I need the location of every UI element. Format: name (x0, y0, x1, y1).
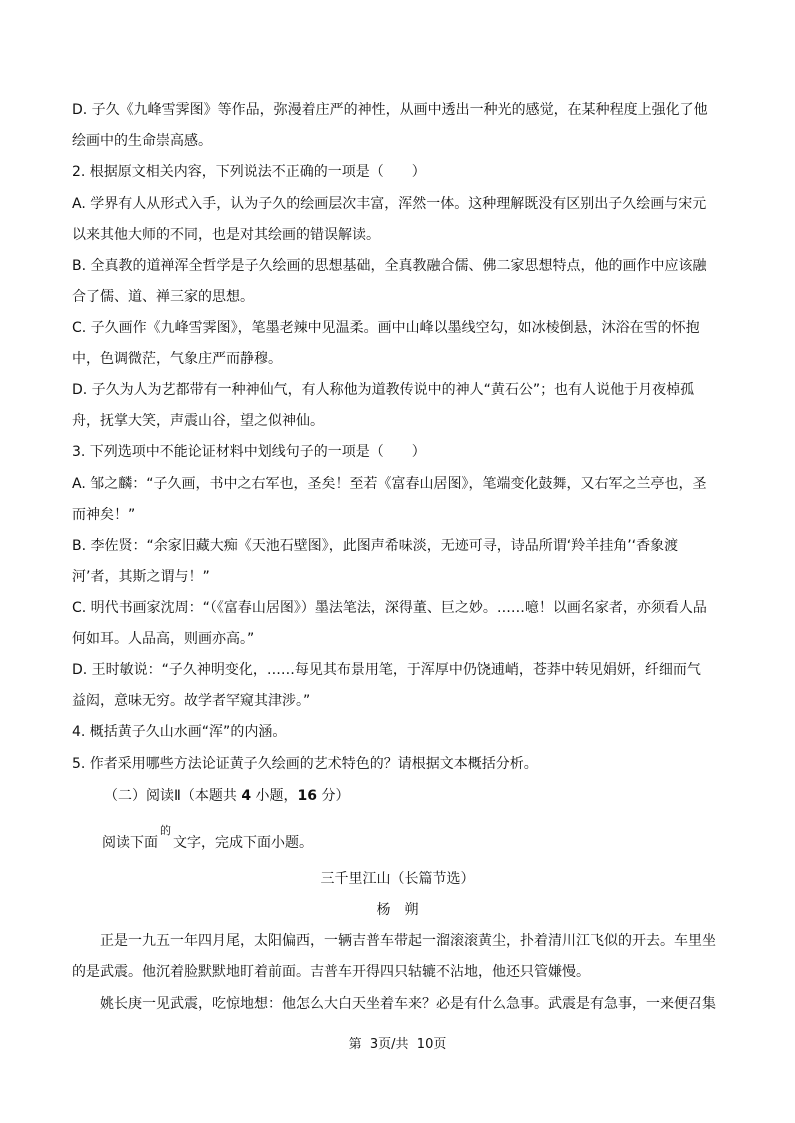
instruction-after: 文字，完成下面小题。 (173, 835, 313, 851)
story-paragraph-1-line-1: 正是一九五一年四月尾，太阳偏西，一辆吉普车带起一溜滚滚黄尘，扑着清川江飞似的开去。车里坐 (72, 933, 716, 949)
section-question-count: 4 (241, 788, 252, 804)
option-d-line-2: 绘画中的生命崇高感。 (72, 133, 212, 149)
q3-option-d-line-1: D. 王时敏说：“子久神明变化，……每见其布景用笔，于浑厚中仍饶逋峭，苍莽中转见娟妍，纤细而气 (72, 662, 701, 678)
instruction-small-char: 的 (160, 824, 171, 837)
reading-instruction (102, 824, 313, 853)
section-score: 16 (297, 788, 318, 804)
q2-option-d-line-1: D. 子久为人为艺都带有一种神仙气，有人称他为道教传说中的神人“黄石公”；也有人说他于月夜棹孤 (72, 382, 695, 398)
question-3-stem: 3. 下列选项中不能论证材料中划线句子的一项是（ ） (72, 444, 426, 460)
question-2-stem: 2. 根据原文相关内容，下列说法不正确的一项是（ ） (72, 164, 426, 180)
q2-option-c-line-2: 中，色调微茫，气象庄严而静穆。 (72, 351, 282, 367)
q2-option-a-line-1: A. 学界有人从形式入手，认为子久的绘画层次丰富，浑然一体。这种理解既没有区别出子久绘画与宋元 (72, 196, 707, 212)
section-heading (104, 787, 349, 805)
q2-option-d-line-2: 舟，抚掌大笑，声震山谷，望之似神仙。 (72, 413, 324, 429)
q3-option-b-line-2: 河’者，其斯之谓与！” (72, 569, 210, 585)
q3-option-c-line-2: 何如耳。人品高，则画亦高。” (72, 631, 255, 647)
section-heading-part2: 小题， (251, 788, 298, 804)
question-4: 4. 概括黄子久山水画“浑”的内涵。 (72, 724, 287, 740)
q2-option-a-line-2: 以来其他大师的不同，也是对其绘画的错误解读。 (72, 227, 380, 243)
story-author: 杨 朔 (376, 902, 419, 918)
story-paragraph-2-line-1: 姚长庚一见武震，吃惊地想：他怎么大白天坐着车来？必是有什么急事。武震是有急事，一来便召集 (72, 996, 716, 1012)
section-heading-part1: （二）阅读Ⅱ（本题共 (104, 788, 242, 804)
option-d-line-1: D. 子久《九峰雪霁图》等作品，弥漫着庄严的神性，从画中透出一种光的感觉，在某种程度上强化了他 (72, 102, 708, 118)
instruction-before: 阅读下面 (102, 835, 158, 851)
q3-option-c-line-1: C. 明代书画家沈周：“（《富春山居图》）墨法笔法，深得董、巨之妙。……噫！以画名家者，亦须看人品 (72, 600, 707, 616)
story-paragraph-1-line-2: 的是武震。他沉着脸默默地盯着前面。吉普车开得四只轱辘不沾地，他还只管嫌慢。 (72, 964, 590, 980)
q3-option-b-line-1: B. 李佐贤：“余家旧藏大痴《天池石壁图》，此图声希味淡，无迹可寻，诗品所谓‘羚羊挂角’‘香象渡 (72, 538, 679, 554)
page-footer: 第 3页/共 10页 (348, 1037, 447, 1052)
question-5: 5. 作者采用哪些方法论证黄子久绘画的艺术特色的？请根据文本概括分析。 (72, 756, 538, 772)
q3-option-a-line-2: 而神矣！” (72, 507, 136, 523)
story-title: 三千里江山（长篇节选） (320, 871, 475, 887)
q2-option-b-line-2: 合了儒、道、禅三家的思想。 (72, 289, 254, 305)
section-heading-part3: 分） (317, 788, 350, 804)
q2-option-b-line-1: B. 全真教的道禅浑全哲学是子久绘画的思想基础，全真教融合儒、佛二家思想特点，他的画作中应该融 (72, 258, 707, 274)
q2-option-c-line-1: C. 子久画作《九峰雪霁图》，笔墨老辣中见温柔。画中山峰以墨线空勾，如冰棱倒悬，沐浴在雪的怀抱 (72, 320, 700, 336)
q3-option-a-line-1: A. 邹之麟：“子久画，书中之右军也，圣矣！至若《富春山居图》，笔端变化鼓舞，又右军之兰亭也，圣 (72, 476, 707, 492)
q3-option-d-line-2: 益闳，意味无穷。故学者罕窥其津涉。” (72, 693, 311, 709)
